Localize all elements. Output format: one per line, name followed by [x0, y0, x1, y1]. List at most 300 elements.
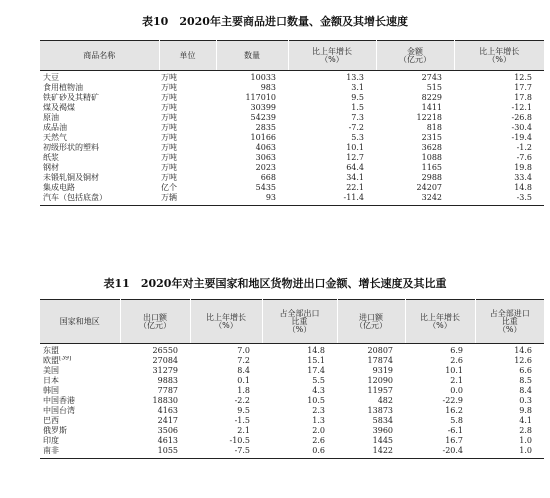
cell-text: 1.8	[237, 386, 250, 395]
table-cell	[288, 93, 376, 103]
cell-text: 2.3	[312, 406, 325, 415]
cell-text: 万吨	[161, 173, 177, 182]
cell-text: 11957	[367, 386, 393, 395]
table-cell	[120, 386, 190, 396]
cell-text: 20807	[367, 346, 393, 355]
table-row	[40, 173, 544, 183]
cell-text: -10.5	[229, 436, 250, 445]
table-row	[40, 71, 544, 84]
table-cell	[159, 71, 216, 84]
table-cell	[262, 446, 337, 459]
table-cell	[120, 396, 190, 406]
table-cell	[120, 406, 190, 416]
table-row	[40, 366, 544, 376]
cell-text: 1.5	[351, 103, 364, 112]
table-cell	[475, 396, 544, 406]
table-row	[40, 113, 544, 123]
cell-text: 16.7	[445, 436, 463, 445]
cell-text: 1.0	[519, 446, 532, 455]
table-cell	[337, 356, 405, 366]
table-cell	[288, 113, 376, 123]
table-row	[40, 344, 544, 357]
table-cell	[216, 113, 288, 123]
table-cell	[288, 153, 376, 163]
cell-text: 13873	[367, 406, 393, 415]
cell-text: 万吨	[161, 93, 177, 102]
table-cell	[120, 436, 190, 446]
cell-text: 8.4	[237, 366, 250, 375]
table-cell	[190, 446, 262, 459]
table-row	[40, 153, 544, 163]
cell-text: 万吨	[161, 133, 177, 142]
table-cell	[190, 406, 262, 416]
cell-text: 2.1	[237, 426, 250, 435]
table-cell	[288, 83, 376, 93]
table-cell	[40, 193, 159, 206]
table-cell	[120, 366, 190, 376]
table-cell	[120, 426, 190, 436]
table-cell	[40, 436, 120, 446]
table-cell	[475, 344, 544, 357]
cell-text: 0.6	[312, 446, 325, 455]
table-cell	[376, 133, 454, 143]
table-cell	[190, 416, 262, 426]
table-cell	[40, 71, 159, 84]
table-cell	[120, 446, 190, 459]
cell-text: 818	[426, 123, 442, 132]
table-cell	[120, 376, 190, 386]
table-cell	[475, 356, 544, 366]
table-cell	[454, 163, 544, 173]
cell-text: 9319	[372, 366, 393, 375]
cell-text: 12.5	[514, 73, 532, 82]
table-cell	[454, 153, 544, 163]
cell-text: 东盟	[43, 346, 59, 355]
table-cell	[454, 173, 544, 183]
cell-text: 17.4	[307, 366, 325, 375]
cell-text: 万吨	[161, 143, 177, 152]
cell-text: 24207	[416, 183, 442, 192]
table-cell	[40, 366, 120, 376]
table-row	[40, 386, 544, 396]
cell-text: 大豆	[43, 73, 59, 82]
table-row	[40, 103, 544, 113]
cell-text: 4063	[255, 143, 276, 152]
table-cell	[405, 344, 475, 357]
cell-text: 15.1	[307, 356, 325, 365]
cell-text: 7.2	[237, 356, 250, 365]
header-commodity-name: 商品名称	[40, 41, 159, 71]
table-cell	[216, 143, 288, 153]
table-cell	[262, 426, 337, 436]
cell-text: 万吨	[161, 73, 177, 82]
table-cell	[376, 103, 454, 113]
cell-text: 食用植物油	[43, 83, 83, 92]
table-cell	[376, 153, 454, 163]
table10-title: 表10 2020年主要商品进口数量、金额及其增长速度	[142, 15, 408, 28]
cell-text: 4613	[157, 436, 178, 445]
table-cell	[288, 193, 376, 206]
table-cell	[475, 426, 544, 436]
cell-text: 1055	[157, 446, 178, 455]
cell-text: 10.1	[346, 143, 364, 152]
cell-text: 34.1	[346, 173, 364, 182]
table-cell	[159, 183, 216, 193]
table-cell	[216, 103, 288, 113]
cell-text: 万吨	[161, 103, 177, 112]
table-cell	[337, 344, 405, 357]
table-cell	[288, 123, 376, 133]
table-cell	[288, 143, 376, 153]
cell-text: 纸浆	[43, 153, 59, 162]
cell-text: 2.0	[312, 426, 325, 435]
cell-text: 2.1	[450, 376, 463, 385]
cell-text: -1.5	[234, 416, 250, 425]
cell-text: 7.0	[237, 346, 250, 355]
table-cell	[454, 83, 544, 93]
header-import-share: 占全部进口 比重 （%）	[475, 300, 544, 344]
table-row	[40, 143, 544, 153]
cell-text: 1088	[421, 153, 442, 162]
table-cell	[337, 426, 405, 436]
cell-text: 64.4	[346, 163, 364, 172]
table-cell	[159, 93, 216, 103]
cell-text: 7787	[157, 386, 178, 395]
table-cell	[262, 356, 337, 366]
cell-text: -19.4	[511, 133, 532, 142]
table-row	[40, 83, 544, 93]
cell-text: 22.1	[346, 183, 364, 192]
table-cell	[376, 183, 454, 193]
table-cell	[288, 71, 376, 84]
table-cell	[288, 183, 376, 193]
table-cell	[405, 376, 475, 386]
cell-text: 日本	[43, 376, 59, 385]
cell-text: 4163	[157, 406, 178, 415]
table-cell	[454, 193, 544, 206]
table11-title: 表11 2020年对主要国家和地区货物进出口金额、增长速度及其比重	[103, 277, 447, 290]
cell-text: 9.8	[519, 406, 532, 415]
cell-text: 万吨	[161, 153, 177, 162]
table-cell	[40, 406, 120, 416]
table-cell	[40, 426, 120, 436]
table-cell	[40, 446, 120, 459]
table-cell	[376, 93, 454, 103]
cell-text: 19.8	[514, 163, 532, 172]
cell-text: 万吨	[161, 83, 177, 92]
cell-text: -12.1	[511, 103, 532, 112]
cell-text: 4.1	[519, 416, 532, 425]
cell-text: -1.2	[516, 143, 532, 152]
table-cell	[40, 83, 159, 93]
table-cell	[454, 93, 544, 103]
cell-text: 9.5	[351, 93, 364, 102]
cell-text: 2988	[421, 173, 442, 182]
cell-text: 3063	[255, 153, 276, 162]
table-row	[40, 416, 544, 426]
table-cell	[288, 103, 376, 113]
cell-text: -7.6	[516, 153, 532, 162]
table-cell	[40, 93, 159, 103]
table-cell	[337, 436, 405, 446]
table-cell	[40, 113, 159, 123]
table-cell	[454, 123, 544, 133]
table-cell	[475, 386, 544, 396]
table-cell	[262, 386, 337, 396]
cell-text: 14.8	[307, 346, 325, 355]
table-cell	[337, 376, 405, 386]
cell-text: -22.9	[442, 396, 463, 405]
cell-text: 12.7	[346, 153, 364, 162]
cell-text: 韩国	[43, 386, 59, 395]
table-cell	[40, 416, 120, 426]
cell-text: 31279	[152, 366, 178, 375]
cell-text: 万辆	[161, 193, 177, 202]
table-cell	[288, 133, 376, 143]
table-cell	[376, 193, 454, 206]
cell-text: 18830	[152, 396, 178, 405]
cell-text: 117010	[245, 93, 276, 102]
cell-text: 6.6	[519, 366, 532, 375]
cell-text: 3242	[421, 193, 442, 202]
table-cell	[159, 103, 216, 113]
table-cell	[262, 406, 337, 416]
header-quantity-growth: 比上年增长 （%）	[288, 41, 376, 71]
cell-text: 8229	[421, 93, 442, 102]
table-cell	[159, 123, 216, 133]
table-cell	[216, 183, 288, 193]
table-cell	[376, 83, 454, 93]
table-cell	[120, 416, 190, 426]
cell-text: 33.4	[514, 173, 532, 182]
cell-text: 10166	[250, 133, 276, 142]
cell-text: 2315	[421, 133, 442, 142]
table-cell	[120, 356, 190, 366]
table-cell	[40, 396, 120, 406]
cell-text: -11.4	[343, 193, 364, 202]
cell-text: 巴西	[43, 416, 59, 425]
cell-text: 17.8	[514, 93, 532, 102]
table-cell	[405, 416, 475, 426]
table-cell	[216, 123, 288, 133]
table-cell	[216, 173, 288, 183]
cell-text: 俄罗斯	[43, 426, 67, 435]
cell-text: -26.8	[511, 113, 532, 122]
table-row	[40, 123, 544, 133]
table-row	[40, 163, 544, 173]
cell-text: 南非	[43, 446, 59, 455]
cell-text: 1445	[372, 436, 393, 445]
table-cell	[262, 416, 337, 426]
table-cell	[262, 436, 337, 446]
table-cell	[159, 143, 216, 153]
table-cell	[405, 446, 475, 459]
table11-trade-by-region	[40, 299, 544, 459]
header-quantity: 数量	[216, 41, 288, 71]
header-unit: 单位	[159, 41, 216, 71]
cell-text: 万吨	[161, 163, 177, 172]
table-row	[40, 183, 544, 193]
cell-text: 54239	[250, 113, 276, 122]
cell-text: -7.5	[234, 446, 250, 455]
table10-header-row	[40, 41, 544, 71]
cell-text: 482	[377, 396, 393, 405]
table-cell	[40, 163, 159, 173]
table-cell	[159, 153, 216, 163]
cell-text: 2.6	[450, 356, 463, 365]
cell-text: 天然气	[43, 133, 67, 142]
cell-text: 515	[426, 83, 442, 92]
cell-text: 9883	[157, 376, 178, 385]
table-cell	[190, 344, 262, 357]
table-cell	[376, 163, 454, 173]
table-row	[40, 133, 544, 143]
table-cell	[405, 366, 475, 376]
cell-text: 中国香港	[43, 396, 75, 405]
table-cell	[190, 356, 262, 366]
table-cell	[40, 133, 159, 143]
cell-text: 1.0	[519, 436, 532, 445]
cell-text: 1165	[421, 163, 442, 172]
table-row	[40, 356, 544, 366]
table-cell	[40, 183, 159, 193]
table-cell	[337, 416, 405, 426]
table-cell	[454, 183, 544, 193]
cell-text: 亿个	[161, 183, 177, 192]
table-cell	[120, 344, 190, 357]
table-cell	[40, 376, 120, 386]
table-cell	[454, 113, 544, 123]
table-row	[40, 426, 544, 436]
cell-text: -30.4	[511, 123, 532, 132]
table-row	[40, 396, 544, 406]
cell-text: 8.5	[519, 376, 532, 385]
table-cell	[159, 113, 216, 123]
header-import-amount: 进口额 （亿元）	[337, 300, 405, 344]
table-cell	[262, 376, 337, 386]
cell-text: 2835	[255, 123, 276, 132]
cell-text: 30399	[250, 103, 276, 112]
table10-commodity-imports	[40, 40, 544, 206]
table-cell	[216, 193, 288, 206]
table-cell	[405, 426, 475, 436]
table-cell	[40, 123, 159, 133]
cell-text: 13.3	[346, 73, 364, 82]
table-cell	[190, 386, 262, 396]
table-cell	[337, 386, 405, 396]
header-region: 国家和地区	[40, 300, 120, 344]
table-cell	[262, 366, 337, 376]
cell-text: 5435	[255, 183, 276, 192]
table-cell	[337, 406, 405, 416]
cell-text: 3.1	[351, 83, 364, 92]
cell-text: 0.1	[237, 376, 250, 385]
cell-text: 3960	[372, 426, 393, 435]
cell-text: 成品油	[43, 123, 67, 132]
table-cell	[190, 436, 262, 446]
cell-text: 12.6	[514, 356, 532, 365]
table-cell	[159, 133, 216, 143]
cell-text: 5834	[372, 416, 393, 425]
cell-text: 欧盟	[43, 356, 59, 365]
cell-text: 9.5	[237, 406, 250, 415]
cell-text: 14.8	[514, 183, 532, 192]
table-cell	[190, 396, 262, 406]
cell-text: 汽车（包括底盘）	[43, 193, 107, 202]
cell-text: -2.2	[234, 396, 250, 405]
cell-text: 煤及褐煤	[43, 103, 75, 112]
table-cell	[40, 344, 120, 357]
cell-text: -6.1	[447, 426, 463, 435]
table-cell	[337, 366, 405, 376]
cell-text: 7.3	[351, 113, 364, 122]
table-cell	[262, 396, 337, 406]
table-cell	[475, 366, 544, 376]
cell-text: 8.4	[519, 386, 532, 395]
footnote-marker: [39]	[59, 356, 72, 362]
cell-text: 中国台湾	[43, 406, 75, 415]
cell-text: 14.6	[514, 346, 532, 355]
cell-text: 2417	[157, 416, 178, 425]
table-cell	[454, 71, 544, 84]
header-export-growth: 比上年增长 （%）	[190, 300, 262, 344]
table-cell	[337, 396, 405, 406]
cell-text: 美国	[43, 366, 59, 375]
cell-text: 5.8	[450, 416, 463, 425]
table-cell	[40, 356, 120, 366]
table-row	[40, 93, 544, 103]
table-cell	[190, 376, 262, 386]
cell-text: 0.0	[450, 386, 463, 395]
table-cell	[40, 143, 159, 153]
table-cell	[40, 173, 159, 183]
table-cell	[190, 426, 262, 436]
cell-text: 12090	[367, 376, 393, 385]
cell-text: -3.5	[516, 193, 532, 202]
cell-text: 93	[265, 193, 276, 202]
cell-text: 12218	[416, 113, 442, 122]
table-row	[40, 436, 544, 446]
header-amount-growth: 比上年增长 （%）	[454, 41, 544, 71]
header-import-growth: 比上年增长 （%）	[405, 300, 475, 344]
table-cell	[159, 163, 216, 173]
table-cell	[376, 173, 454, 183]
cell-text: 1.3	[312, 416, 325, 425]
cell-text: 2743	[421, 73, 442, 82]
table-cell	[40, 103, 159, 113]
cell-text: 3628	[421, 143, 442, 152]
header-export-share: 占全部出口 比重 （%）	[262, 300, 337, 344]
cell-text: 2.6	[312, 436, 325, 445]
table11-header-row	[40, 300, 544, 344]
table-cell	[376, 113, 454, 123]
table-cell	[216, 133, 288, 143]
cell-text: 17.7	[514, 83, 532, 92]
table-cell	[262, 344, 337, 357]
cell-text: 27084	[152, 356, 178, 365]
cell-text: 668	[260, 173, 276, 182]
table-cell	[216, 83, 288, 93]
table-cell	[40, 386, 120, 396]
table-row	[40, 406, 544, 416]
cell-text: 10033	[250, 73, 276, 82]
table-cell	[454, 103, 544, 113]
table-row	[40, 376, 544, 386]
table-cell	[454, 143, 544, 153]
cell-text: 16.2	[445, 406, 463, 415]
cell-text: 3506	[157, 426, 178, 435]
table-cell	[216, 153, 288, 163]
